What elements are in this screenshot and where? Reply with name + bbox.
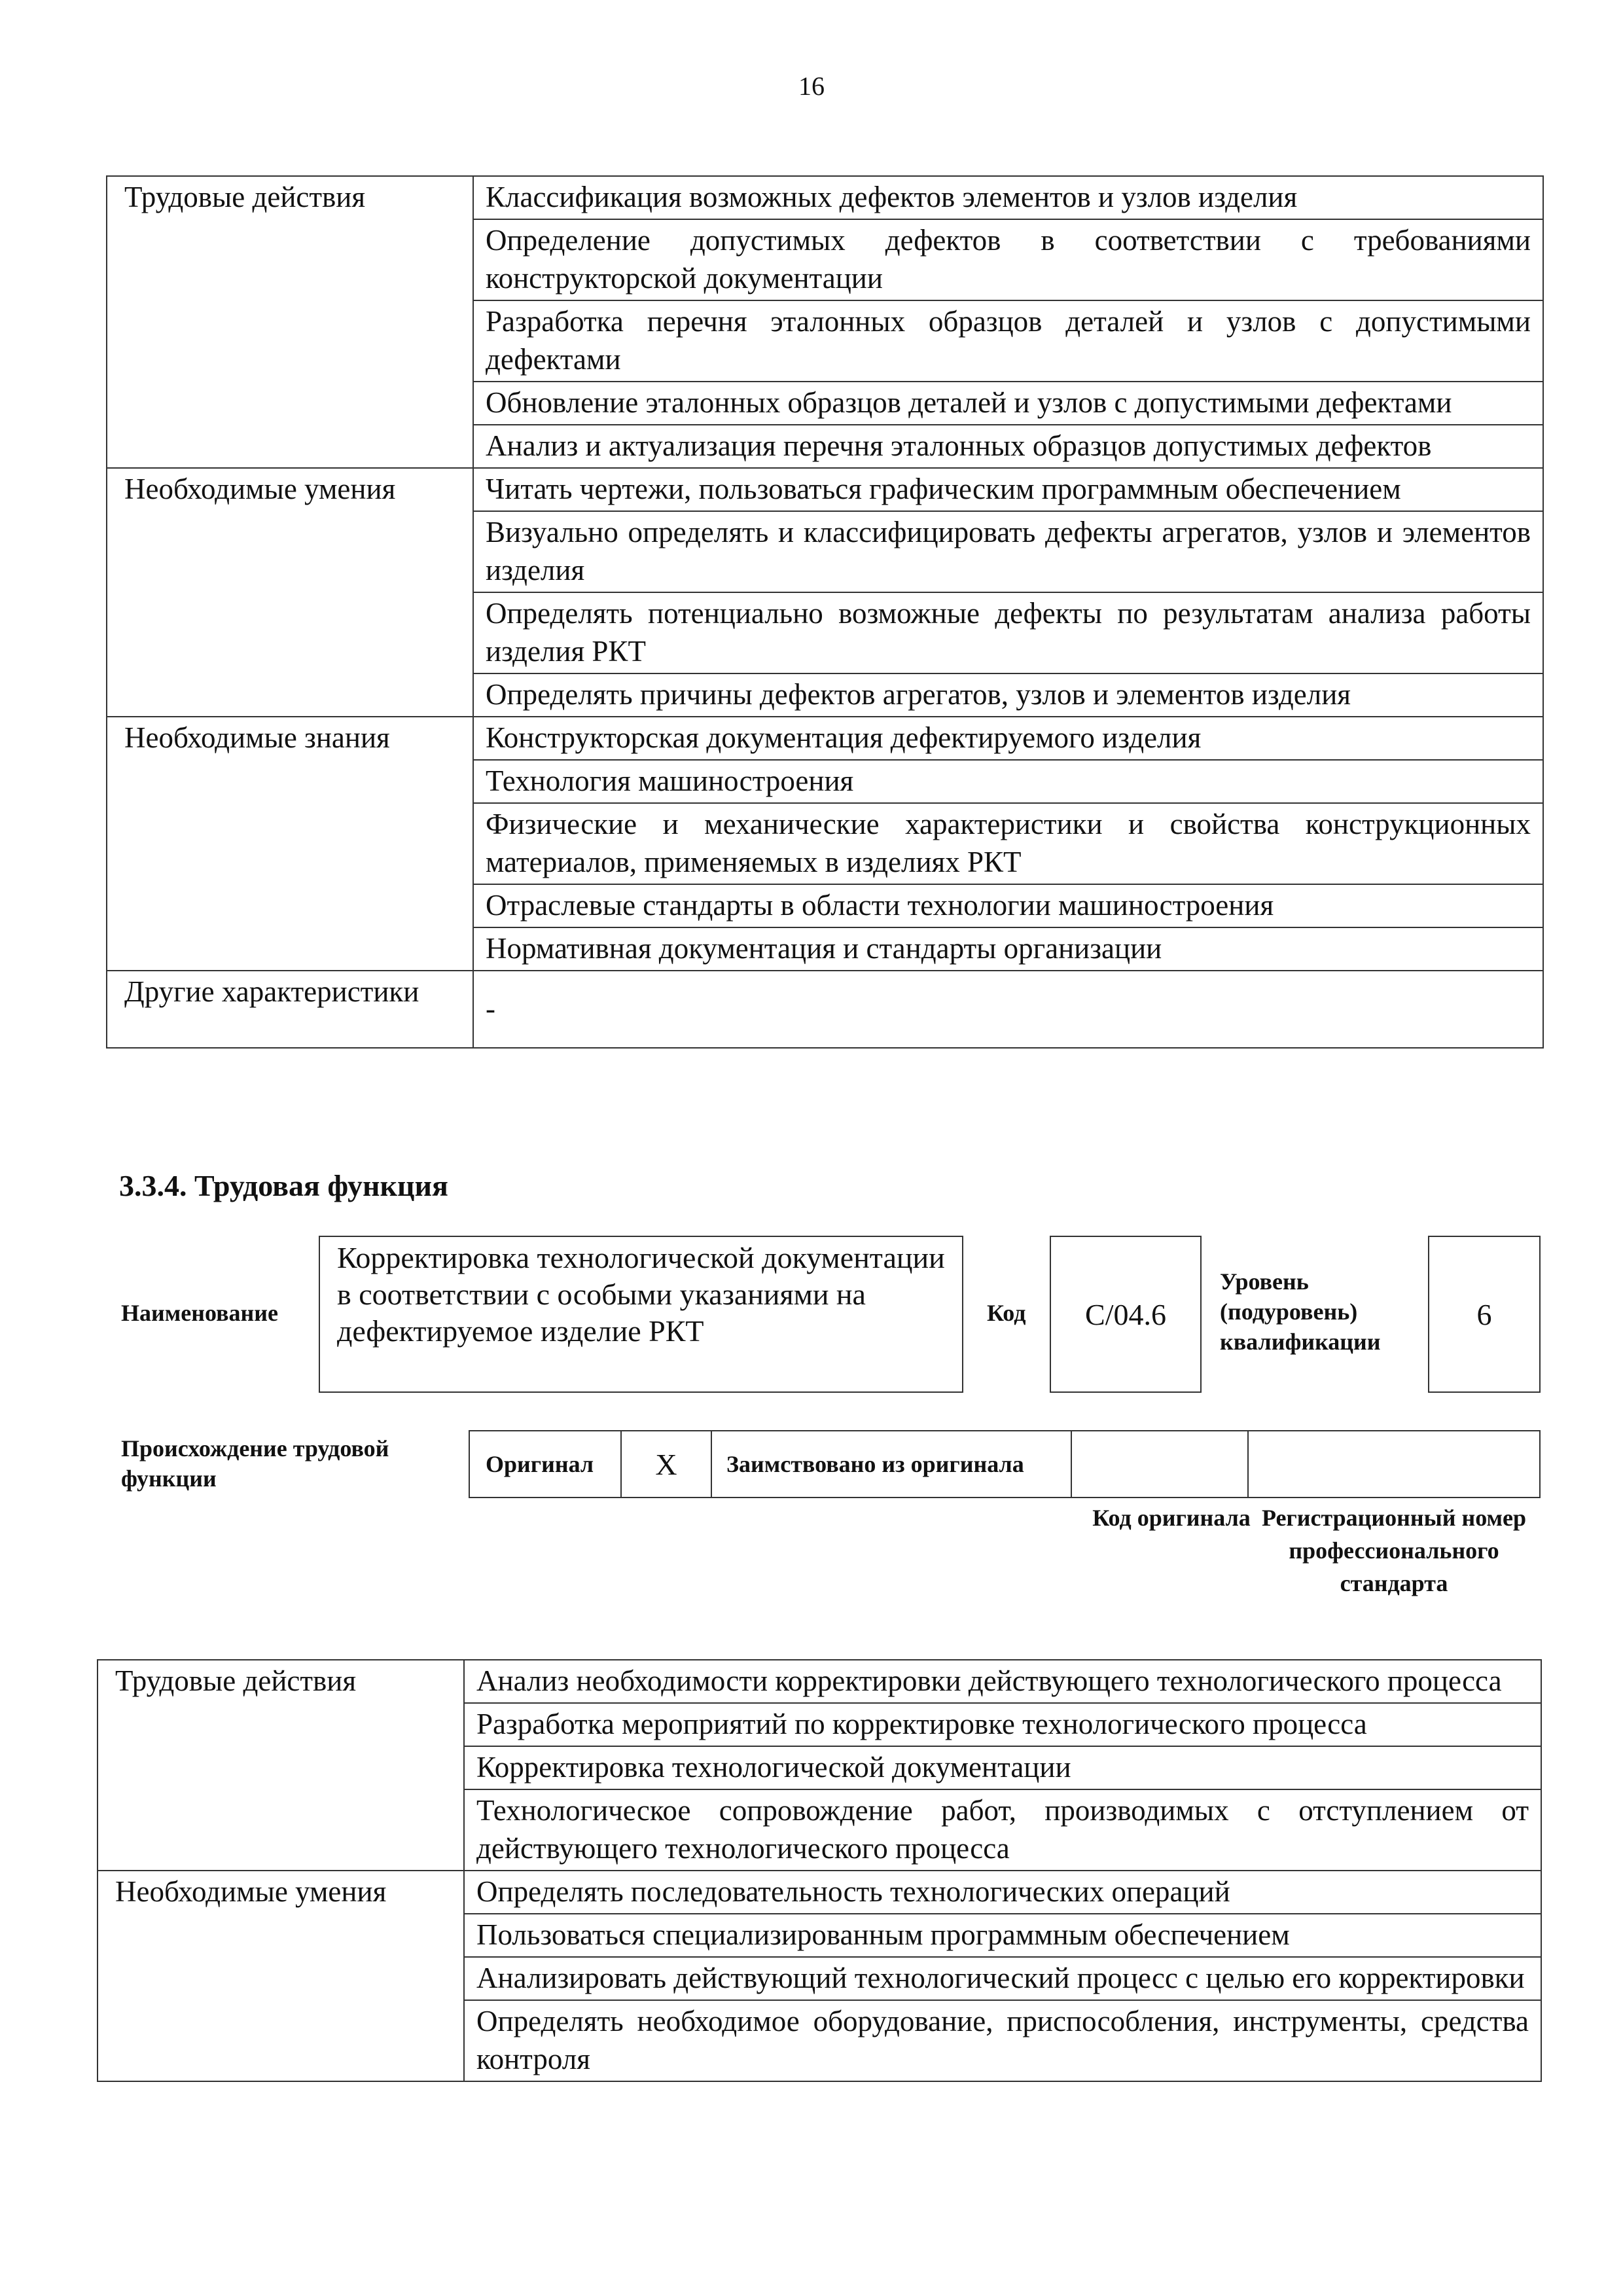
row-item: Физические и механические характеристики и свойства конструкционных материалов, применяемых в изделиях РКТ bbox=[473, 803, 1543, 884]
table-row bbox=[107, 717, 1543, 760]
function-name-box: Корректировка технологической документации в соответствии с особыми указаниями на дефектируемое изделие РКТ bbox=[319, 1236, 963, 1393]
row-category-label: Необходимые знания bbox=[107, 717, 473, 971]
table-row bbox=[107, 176, 1543, 219]
table-row bbox=[98, 1660, 1541, 1703]
labor-function-table bbox=[97, 1659, 1542, 2082]
row-category-label: Трудовые действия bbox=[107, 176, 473, 468]
row-item: Определять необходимое оборудование, приспособления, инструменты, средства контроля bbox=[464, 2000, 1541, 2081]
row-category-label: Трудовые действия bbox=[98, 1660, 464, 1871]
row-item: Определение допустимых дефектов в соответствии с требованиями конструкторской документации bbox=[473, 219, 1543, 300]
row-item: Определять причины дефектов агрегатов, узлов и элементов изделия bbox=[473, 673, 1543, 717]
row-item: - bbox=[473, 971, 1543, 1048]
row-item: Отраслевые стандарты в области технологии машиностроения bbox=[473, 884, 1543, 927]
row-item: Определять потенциально возможные дефекты по результатам анализа работы изделия РКТ bbox=[473, 592, 1543, 673]
row-item: Анализировать действующий технологический процесс с целью его корректировки bbox=[464, 1957, 1541, 2000]
section-title: 3.3.4. Трудовая функция bbox=[119, 1169, 448, 1202]
row-item: Читать чертежи, пользоваться графическим программным обеспечением bbox=[473, 468, 1543, 511]
row-item: Определять последовательность технологических операций bbox=[464, 1871, 1541, 1914]
qualification-level-box: 6 bbox=[1428, 1236, 1541, 1393]
borrowed-cell: Заимствовано из оригинала bbox=[712, 1431, 1072, 1497]
row-item: Нормативная документация и стандарты организации bbox=[473, 927, 1543, 971]
name-label: Наименование bbox=[121, 1300, 278, 1326]
row-item: Корректировка технологической документации bbox=[464, 1746, 1541, 1789]
origin-label: Происхождение трудовой функции bbox=[121, 1435, 389, 1492]
row-category-label: Другие характеристики bbox=[107, 971, 473, 1048]
row-item: Пользоваться специализированным программным обеспечением bbox=[464, 1914, 1541, 1957]
registration-number-cell bbox=[1249, 1431, 1539, 1497]
original-code-cell bbox=[1072, 1431, 1249, 1497]
row-item: Анализ и актуализация перечня эталонных образцов допустимых дефектов bbox=[473, 425, 1543, 468]
origin-table bbox=[469, 1430, 1541, 1498]
row-item: Технологическое сопровождение работ, производимых с отступлением от действующего технологического процесса bbox=[464, 1789, 1541, 1871]
row-item: Разработка мероприятий по корректировке технологического процесса bbox=[464, 1703, 1541, 1746]
original-code-caption: Код оригинала bbox=[1092, 1505, 1251, 1531]
row-item: Обновление эталонных образцов деталей и узлов с допустимыми дефектами bbox=[473, 382, 1543, 425]
row-item: Конструкторская документация дефектируемого изделия bbox=[473, 717, 1543, 760]
row-item: Классификация возможных дефектов элементов и узлов изделия bbox=[473, 176, 1543, 219]
row-category-label: Необходимые умения bbox=[98, 1871, 464, 2081]
row-category-label: Необходимые умения bbox=[107, 468, 473, 717]
row-item: Разработка перечня эталонных образцов деталей и узлов с допустимыми дефектами bbox=[473, 300, 1543, 382]
table-row bbox=[107, 468, 1543, 511]
row-item: Анализ необходимости корректировки действующего технологического процесса bbox=[464, 1660, 1541, 1703]
original-mark-cell: X bbox=[622, 1431, 712, 1497]
labor-function-table-continued bbox=[106, 175, 1544, 1049]
code-label: Код bbox=[987, 1300, 1026, 1326]
page-number: 16 bbox=[798, 71, 825, 101]
row-item: Визуально определять и классифицировать дефекты агрегатов, узлов и элементов изделия bbox=[473, 511, 1543, 592]
table-row bbox=[107, 971, 1543, 1048]
registration-number-caption: Регистрационный номер профессионального стандарта bbox=[1261, 1505, 1527, 1596]
function-code-box: C/04.6 bbox=[1050, 1236, 1202, 1393]
row-item: Технология машиностроения bbox=[473, 760, 1543, 803]
original-cell: Оригинал bbox=[470, 1431, 622, 1497]
qualification-level-label: Уровень (подуровень) квалификации bbox=[1220, 1268, 1381, 1355]
table-row bbox=[98, 1871, 1541, 1914]
